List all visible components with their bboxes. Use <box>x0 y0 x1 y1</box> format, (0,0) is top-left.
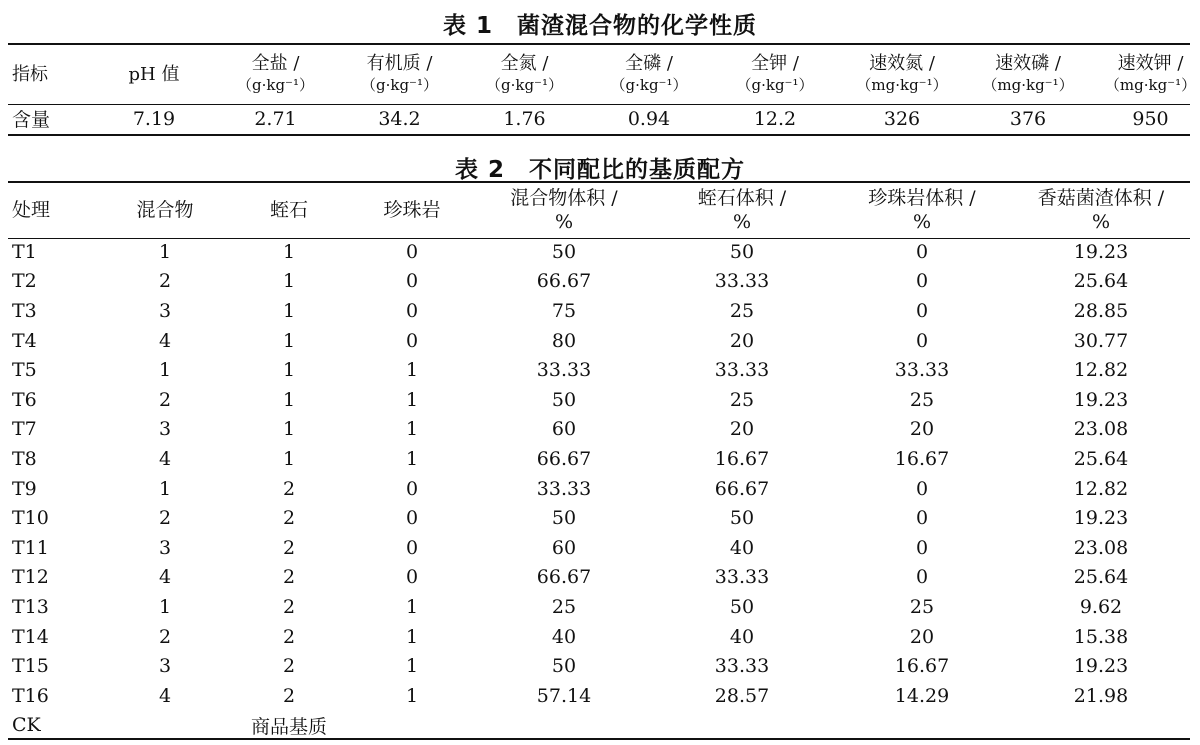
table2-cell: 28.57 <box>714 684 770 707</box>
table2-row <box>8 444 1190 474</box>
table1-header-cell: 速效氮 / （mg·kg⁻¹） <box>856 53 948 94</box>
table2-cell: T4 <box>12 329 37 352</box>
table2-cell: 1 <box>158 359 172 382</box>
table2-header-cell: 蛭石体积 / % <box>697 187 787 233</box>
table2-cell: 4 <box>158 566 172 589</box>
table1-value-row <box>8 104 1200 133</box>
table2-cell: 0 <box>915 240 929 263</box>
table2-cell: 0 <box>915 329 929 352</box>
table1-header-cell: 指标 <box>12 64 48 85</box>
table2-cell: 3 <box>158 299 172 322</box>
table2-cell: 3 <box>158 655 172 678</box>
table2-cell: 50 <box>551 507 577 530</box>
table2-cell: T9 <box>12 477 37 500</box>
table2-row <box>8 237 1190 267</box>
table2-cell: 3 <box>158 418 172 441</box>
table2-cell <box>348 711 476 741</box>
table2-cell: T6 <box>12 388 37 411</box>
table1-caption: 表 1 菌渣混合物的化学性质 <box>442 13 757 39</box>
table2-cell: 1 <box>282 329 296 352</box>
table2-cell: 80 <box>551 329 577 352</box>
table2-cell: 25.64 <box>1073 566 1129 589</box>
table2-cell: 21.98 <box>1073 684 1129 707</box>
table1-cell: 7.19 <box>132 107 176 130</box>
table1-cell: 1.76 <box>503 107 546 130</box>
table1-header-cell: 全氮 / （g·kg⁻¹） <box>486 53 563 94</box>
table2-cell: 50 <box>551 655 577 678</box>
table2-cell: 16.67 <box>894 655 950 678</box>
table2-cell: 25 <box>729 388 755 411</box>
table2-cell: T8 <box>12 447 37 470</box>
table2-mid-rule <box>8 238 1190 239</box>
table2-cell: 25.64 <box>1073 447 1129 470</box>
table2-row <box>8 355 1190 385</box>
table2-cell: 1 <box>158 477 172 500</box>
table2-cell: 23.08 <box>1073 536 1129 559</box>
table2-cell: 50 <box>729 595 755 618</box>
table2-cell: 0 <box>405 329 419 352</box>
table2-cell: 20 <box>729 418 755 441</box>
table2-cell: 30.77 <box>1073 329 1129 352</box>
table1-header-row <box>8 45 1200 104</box>
table2-cell: 1 <box>282 447 296 470</box>
table2-cell: 16.67 <box>894 447 950 470</box>
table2-row <box>8 385 1190 415</box>
table2-cell: 0 <box>405 299 419 322</box>
table1-cell: 950 <box>1132 107 1169 130</box>
table2-cell: 20 <box>909 418 935 441</box>
table2-cell: 66.67 <box>714 477 770 500</box>
table2-cell: 25 <box>909 388 935 411</box>
table2-cell: 0 <box>915 477 929 500</box>
table2-cell: 19.23 <box>1073 655 1129 678</box>
table2-cell: 19.23 <box>1073 240 1129 263</box>
table1-header-cell: 速效钾 / （mg·kg⁻¹） <box>1104 53 1197 94</box>
table2-cell: 2 <box>282 655 296 678</box>
table2-cell: T12 <box>12 566 49 589</box>
table2-cell: 0 <box>405 240 419 263</box>
table2-row <box>8 296 1190 326</box>
table2-cell <box>652 711 832 741</box>
table2-cell: 12.82 <box>1073 477 1129 500</box>
table2-cell: 0 <box>405 270 419 293</box>
table2-cell: T14 <box>12 625 49 648</box>
table2-cell: 2 <box>158 270 172 293</box>
table2-cell: 50 <box>729 240 755 263</box>
table2-cell: 4 <box>158 447 172 470</box>
table2-cell: T16 <box>12 684 49 707</box>
table2-cell: 0 <box>405 536 419 559</box>
table2-row <box>8 326 1190 356</box>
table2-cell: 2 <box>158 388 172 411</box>
table2-cell: 60 <box>551 536 577 559</box>
table2-cell: 50 <box>551 388 577 411</box>
table1-header-cell: 全盐 / （g·kg⁻¹） <box>237 53 314 94</box>
table2-cell: 2 <box>282 595 296 618</box>
table2-cell: 33.33 <box>536 477 592 500</box>
table2-cell: 66.67 <box>536 447 592 470</box>
table2-cell: 1 <box>405 625 419 648</box>
table2-cell: 40 <box>729 536 755 559</box>
table2-cell: 1 <box>405 684 419 707</box>
table2-cell: 33.33 <box>536 359 592 382</box>
table2-cell: 50 <box>729 507 755 530</box>
table2-cell: 14.29 <box>894 684 950 707</box>
table2-row <box>8 474 1190 504</box>
table2-row <box>8 503 1190 533</box>
table2-header-cell: 珍珠岩体积 / % <box>868 187 976 233</box>
table1-cell: 0.94 <box>627 107 671 130</box>
table2-cell: T10 <box>12 507 49 530</box>
table2-cell: 1 <box>405 388 419 411</box>
table2-row <box>8 267 1190 297</box>
table2-cell: 75 <box>551 299 577 322</box>
table2-cell: 33.33 <box>714 270 770 293</box>
table1-cell: 2.71 <box>254 107 297 130</box>
table2-cell: 25 <box>551 595 577 618</box>
table1-header-cell: 全钾 / （g·kg⁻¹） <box>736 53 814 94</box>
table2-cell: 2 <box>282 477 296 500</box>
table2-caption: 表 2 不同配比的基质配方 <box>454 157 745 183</box>
table2-cell: 4 <box>158 684 172 707</box>
table2-cell <box>476 711 652 741</box>
table2 <box>8 183 1190 740</box>
table2-row <box>8 415 1190 445</box>
table2-cell <box>1012 711 1190 741</box>
table1-cell: 12.2 <box>753 107 797 130</box>
table2-cell: 2 <box>158 625 172 648</box>
table2-cell: 33.33 <box>714 566 770 589</box>
table2-cell: 25 <box>729 299 755 322</box>
table2-cell: 20 <box>729 329 755 352</box>
table2-cell: T5 <box>12 359 37 382</box>
table2-cell: T1 <box>12 240 37 263</box>
table2-cell: 15.38 <box>1073 625 1129 648</box>
table2-cell: 2 <box>282 566 296 589</box>
table2-cell: 25.64 <box>1073 270 1129 293</box>
table2-cell: 3 <box>158 536 172 559</box>
table2-cell: 33.33 <box>714 655 770 678</box>
table2-cell: 2 <box>282 536 296 559</box>
table2-cell: 1 <box>282 418 296 441</box>
table2-cell: 1 <box>405 447 419 470</box>
table2-cell: 1 <box>405 595 419 618</box>
table2-cell: 0 <box>405 566 419 589</box>
table1-header-cell: pH 值 <box>128 64 180 85</box>
table2-cell: 23.08 <box>1073 418 1129 441</box>
table2-cell: 2 <box>282 507 296 530</box>
table2-cell: 2 <box>282 684 296 707</box>
table2-cell: 0 <box>915 566 929 589</box>
table2-cell: 20 <box>909 625 935 648</box>
table2-cell: 19.23 <box>1073 507 1129 530</box>
table2-header-cell: 混合物 <box>136 199 194 221</box>
table2-cell: 1 <box>158 595 172 618</box>
table2-cell: 0 <box>405 507 419 530</box>
table2-cell: 商品基质 <box>250 715 327 738</box>
table1-header-cell: 速效磷 / （mg·kg⁻¹） <box>982 53 1074 94</box>
table2-cell: 0 <box>915 507 929 530</box>
table2-cell: 1 <box>282 240 296 263</box>
table2-cell: 2 <box>158 507 172 530</box>
table2-cell: 1 <box>282 388 296 411</box>
table1-cell: 34.2 <box>378 107 421 130</box>
table2-cell: 33.33 <box>894 359 950 382</box>
table1-header-cell: 全磷 / （g·kg⁻¹） <box>610 53 688 94</box>
table2-cell: 40 <box>551 625 577 648</box>
table1 <box>8 45 1200 133</box>
table2-cell: 1 <box>282 270 296 293</box>
table2-cell: 1 <box>405 655 419 678</box>
table2-row <box>8 681 1190 711</box>
table2-cell: 2 <box>282 625 296 648</box>
table2-cell: 66.67 <box>536 270 592 293</box>
table2-cell: 25 <box>909 595 935 618</box>
table1-header-cell: 有机质 / （g·kg⁻¹） <box>361 53 438 94</box>
table2-cell: 1 <box>158 240 172 263</box>
table2-cell: 60 <box>551 418 577 441</box>
table2-cell: 1 <box>282 359 296 382</box>
table2-header-cell: 蛭石 <box>269 199 308 221</box>
table2-header-cell: 混合物体积 / % <box>510 187 618 233</box>
table2-cell <box>100 711 230 741</box>
table2-cell: 19.23 <box>1073 388 1129 411</box>
table2-cell: 0 <box>915 299 929 322</box>
table2-cell: 0 <box>915 270 929 293</box>
table2-row <box>8 533 1190 563</box>
table2-cell: CK <box>12 714 41 737</box>
table2-cell: 50 <box>551 240 577 263</box>
table2-header-cell: 处理 <box>12 199 51 221</box>
table2-ck-row <box>8 711 1190 741</box>
table2-row <box>8 592 1190 622</box>
table2-cell: T3 <box>12 299 37 322</box>
table2-cell: 12.82 <box>1073 359 1129 382</box>
table2-header-cell: 香菇菌渣体积 / % <box>1037 187 1165 233</box>
table2-cell: 9.62 <box>1079 595 1123 618</box>
table2-row <box>8 563 1190 593</box>
table2-cell: 1 <box>282 299 296 322</box>
table2-cell: 0 <box>915 536 929 559</box>
table2-cell: 33.33 <box>714 359 770 382</box>
table2-row <box>8 622 1190 652</box>
table1-mid-rule <box>8 104 1190 105</box>
table2-row <box>8 651 1190 681</box>
table2-bottom-rule <box>8 738 1190 740</box>
table2-cell: 28.85 <box>1073 299 1129 322</box>
table2-cell: 16.67 <box>714 447 770 470</box>
table2-cell: 0 <box>405 477 419 500</box>
table2-cell <box>832 711 1012 741</box>
table1-cell: 376 <box>1009 107 1047 130</box>
table2-cell: 40 <box>729 625 755 648</box>
table2-cell: T15 <box>12 655 49 678</box>
table2-cell: 4 <box>158 329 172 352</box>
table1-cell: 含量 <box>12 109 51 131</box>
table2-header-row <box>8 183 1190 237</box>
table2-cell: T11 <box>12 536 49 559</box>
table1-bottom-rule <box>8 134 1190 136</box>
table2-cell: T13 <box>12 595 49 618</box>
table2-cell: T2 <box>12 270 37 293</box>
table2-cell: 57.14 <box>536 684 592 707</box>
table2-header-cell: 珍珠岩 <box>383 199 441 221</box>
table2-cell: 1 <box>405 418 419 441</box>
table1-cell: 326 <box>883 107 921 130</box>
table2-cell: 66.67 <box>536 566 592 589</box>
table2-cell: T7 <box>12 418 37 441</box>
table2-cell: 1 <box>405 359 419 382</box>
table2-body <box>8 237 1190 711</box>
